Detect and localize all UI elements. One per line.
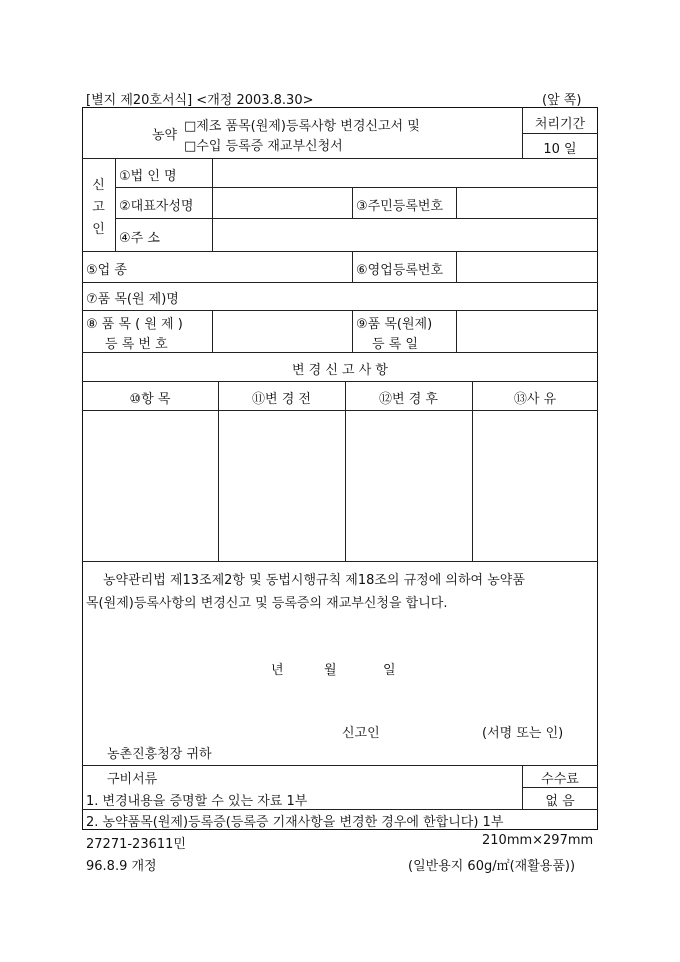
divider xyxy=(82,410,598,411)
signature-label: (서명 또는 인) xyxy=(482,726,564,741)
date-month-label: 월 xyxy=(324,663,337,678)
divider xyxy=(212,158,213,251)
changes-column-header: ⑪변 경 전 xyxy=(252,392,311,407)
date-day-label: 일 xyxy=(383,663,396,678)
footer-paper-spec: (일반용지 60g/㎡(재활용품)) xyxy=(408,859,576,874)
changes-column-header: ⑩항 목 xyxy=(129,392,171,407)
divider xyxy=(115,187,598,188)
divider xyxy=(456,310,457,352)
divider xyxy=(345,381,346,561)
applicant-label-char: 인 xyxy=(92,222,105,237)
divider xyxy=(456,251,457,282)
footer-revision: 96.8.9 개정 xyxy=(86,859,157,874)
title-prefix: 농약 xyxy=(152,128,178,143)
processing-period-label: 처리기간 xyxy=(534,117,586,132)
fee-label: 수수료 xyxy=(541,772,579,787)
applicant-label-char: 고 xyxy=(92,200,105,215)
product-name-label: ⑦품 목(원 제)명 xyxy=(86,292,179,307)
divider xyxy=(82,561,598,562)
address-label: ④주 소 xyxy=(119,231,160,246)
divider xyxy=(82,158,598,159)
divider xyxy=(82,310,598,311)
statement-line-1: 농약관리법 제13조제2항 및 동법시행규칙 제18조의 규정에 의하여 농약품 xyxy=(103,573,525,588)
page-side-label: (앞 쪽) xyxy=(542,93,582,108)
divider xyxy=(456,187,457,218)
title-line-2: □수입 등록증 재교부신청서 xyxy=(184,139,343,154)
divider xyxy=(212,310,213,352)
divider xyxy=(82,251,598,252)
statement-line-2: 목(원제)등록사항의 변경신고 및 등록증의 재교부신청을 합니다. xyxy=(86,596,448,611)
date-year-label: 년 xyxy=(271,663,284,678)
divider xyxy=(352,310,353,352)
rep-name-label: ②대표자성명 xyxy=(119,199,194,214)
applicant-label-char: 신 xyxy=(92,178,105,193)
business-type-label: ⑤업 종 xyxy=(86,263,127,278)
product-reg-no-label: ⑧ 품 목 ( 원 제 ) xyxy=(86,317,183,332)
changes-column-header: ⑬사 유 xyxy=(513,392,557,407)
product-reg-no-label: 등 록 번 호 xyxy=(105,337,168,352)
resident-no-label: ③주민등록번호 xyxy=(356,199,444,214)
fee-value: 없 음 xyxy=(545,794,575,809)
divider xyxy=(82,809,598,810)
processing-period-value: 10 일 xyxy=(543,142,577,157)
footer-code: 27271-23611민 xyxy=(86,837,186,852)
title-line-1: □제조 품목(원제)등록사항 변경신고서 및 xyxy=(184,119,420,134)
product-reg-date-label: 등 록 일 xyxy=(372,337,418,352)
corp-name-label: ①법 인 명 xyxy=(119,169,177,184)
required-doc-item: 1. 변경내용을 증명할 수 있는 자료 1부 xyxy=(86,794,308,809)
form-id: [별지 제20호서식] <개정 2003.8.30> xyxy=(86,93,314,108)
changes-column-header: ⑫변 경 후 xyxy=(379,392,438,407)
divider xyxy=(115,158,116,251)
required-docs-title: 구비서류 xyxy=(107,772,158,787)
divider xyxy=(115,218,598,219)
business-reg-no-label: ⑥영업등록번호 xyxy=(356,263,444,278)
footer-paper-size: 210mm×297mm xyxy=(482,833,594,848)
divider xyxy=(82,282,598,283)
divider xyxy=(352,251,353,282)
changes-section-title: 변 경 신 고 사 항 xyxy=(291,363,388,378)
divider xyxy=(472,381,473,561)
divider xyxy=(82,352,598,353)
divider xyxy=(218,381,219,561)
divider xyxy=(522,787,598,788)
applicant-sign-label: 신고인 xyxy=(342,726,380,741)
required-doc-item: 2. 농약품목(원제)등록증(등록증 기재사항을 변경한 경우에 한합니다) 1부 xyxy=(86,815,504,830)
divider xyxy=(82,381,598,382)
product-reg-date-label: ⑨품 목(원제) xyxy=(356,317,433,332)
divider xyxy=(522,133,598,134)
divider xyxy=(352,187,353,218)
divider xyxy=(82,765,598,766)
recipient: 농촌진흥청장 귀하 xyxy=(107,747,212,762)
